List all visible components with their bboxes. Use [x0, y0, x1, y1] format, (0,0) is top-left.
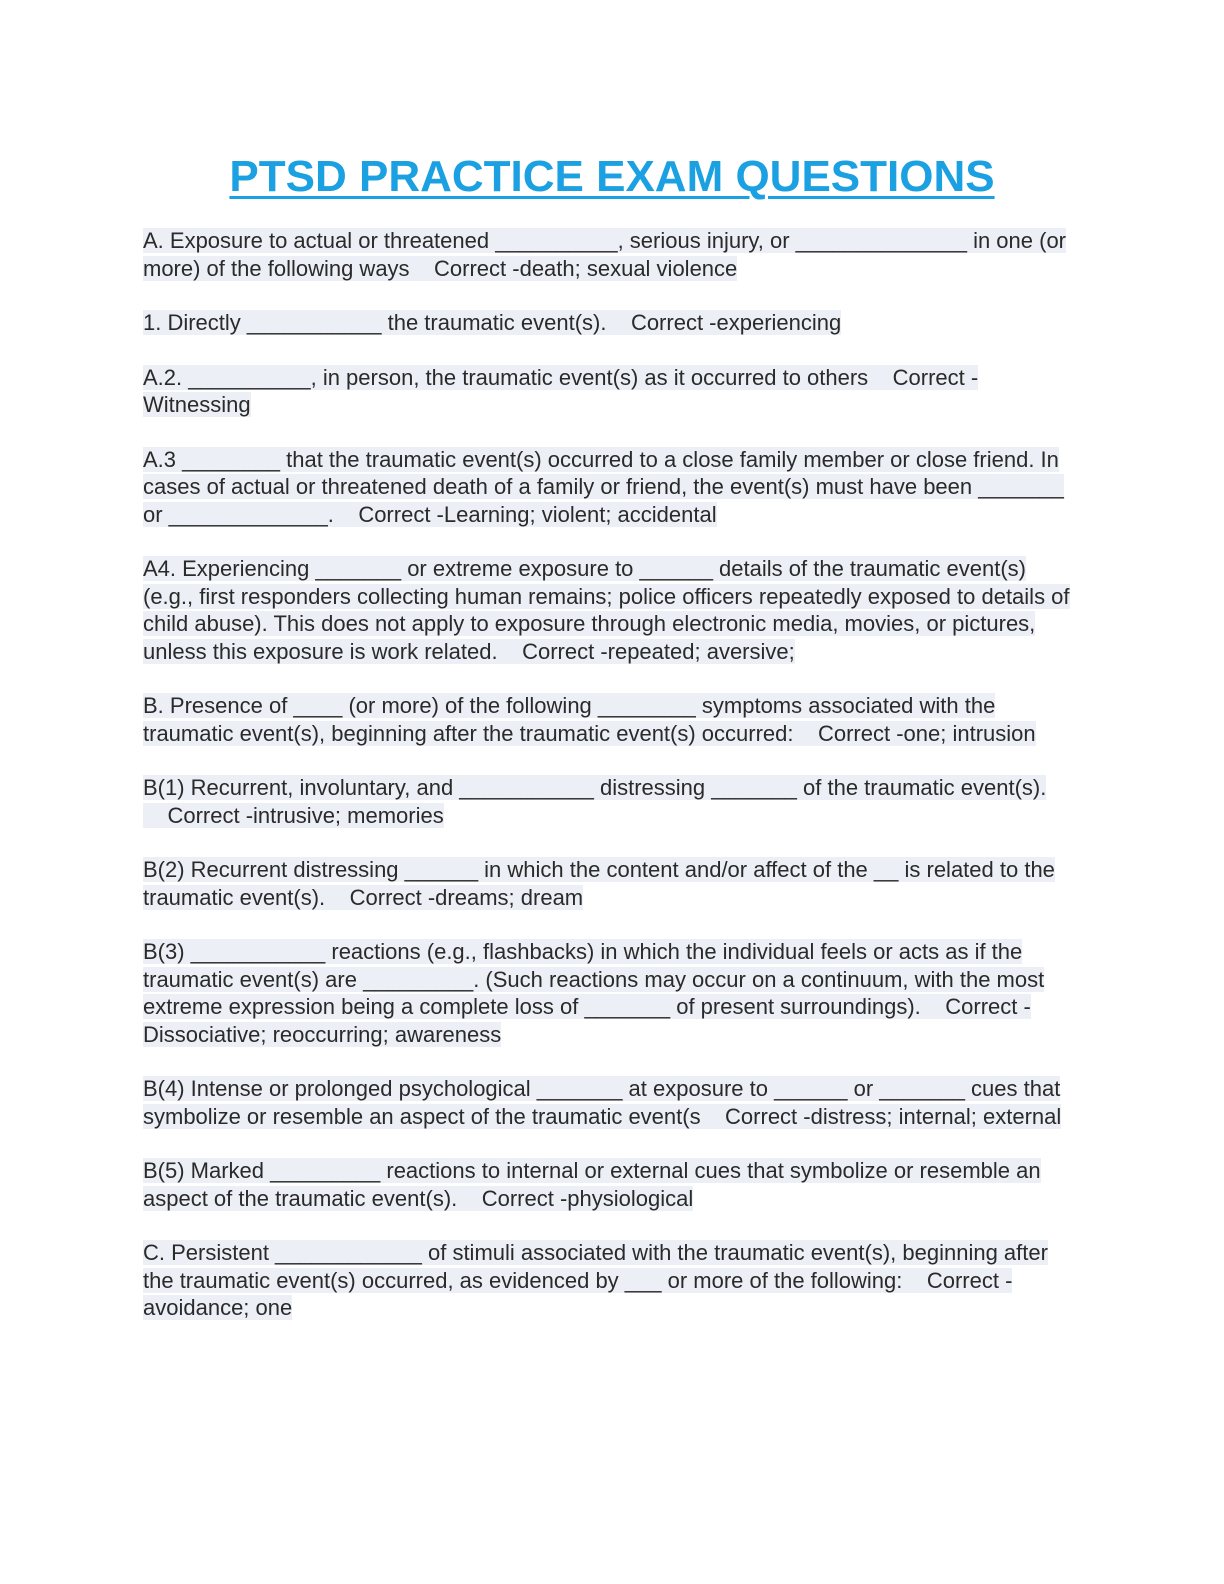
answer-text: Correct -one; intrusion — [817, 720, 1036, 746]
question-text: C. Persistent ____________ of stimuli associated with the traumatic event(s), beginning after the traumatic event(s) occurred, as evidenced by ___ or more of the following: — [143, 1240, 1048, 1293]
question-text: B(5) Marked _________ reactions to internal or external cues that symbolize or resemble an aspect of the traumatic event(s). — [143, 1158, 1041, 1211]
question-item — [143, 1239, 1073, 1322]
question-text: B(4) Intense or prolonged psychological _______ at exposure to ______ or _______ cues that symbolize or resemble an aspect of the traumatic event(s — [143, 1076, 1061, 1129]
page-title: PTSD PRACTICE EXAM QUESTIONS — [229, 152, 995, 201]
question-text: B(2) Recurrent distressing ______ in which the content and/or affect of the __ is related to the traumatic event(s). — [143, 857, 1055, 910]
answer-text: Correct -experiencing — [630, 310, 842, 335]
question-text: B(1) Recurrent, involuntary, and ___________ distressing _______ of the traumatic event(s). — [143, 775, 1047, 800]
question-text: A4. Experiencing _______ or extreme exposure to ______ details of the traumatic event(s) (e.g., first responders collecting human remains; police officers repeatedly exposed to details of child abuse). This does not apply to exposure through electronic media, movies, or pictures, unless this exposure is work related. — [143, 556, 1070, 664]
question-item — [143, 774, 1073, 829]
question-text: B. Presence of ____ (or more) of the following ________ symptoms associated with the traumatic event(s), beginning after the traumatic event(s) occurred: — [143, 693, 996, 746]
question-item — [143, 856, 1073, 911]
answer-text: Correct -physiological — [481, 1185, 694, 1211]
question-item — [143, 555, 1073, 665]
answer-text: Correct -Learning; violent; accidental — [358, 501, 717, 527]
question-text: A. Exposure to actual or threatened __________, serious injury, or ______________ in one (or more) of the following ways — [143, 228, 1067, 281]
question-item — [143, 1157, 1073, 1212]
question-text: B(3) ___________ reactions (e.g., flashbacks) in which the individual feels or acts as if the traumatic event(s) are _________. (Such reactions may occur on a continuum, with the most extreme expression being a complete loss of _______ of present surroundings). — [143, 939, 1045, 1019]
question-item — [143, 1075, 1073, 1130]
answer-text: Correct -distress; internal; external — [725, 1103, 1062, 1129]
answer-text: Correct -repeated; aversive; — [522, 638, 795, 664]
answer-text: Correct -intrusive; memories — [167, 802, 444, 828]
answer-text: Correct -dreams; dream — [349, 884, 584, 910]
answer-text: Correct -Dissociative; reoccurring; awareness — [143, 994, 1031, 1047]
question-item — [143, 309, 1073, 337]
question-list — [143, 227, 1073, 1349]
question-item — [143, 938, 1073, 1048]
question-item — [143, 692, 1073, 747]
question-item — [143, 446, 1073, 529]
question-text: A.2. __________, in person, the traumatic event(s) as it occurred to others — [143, 364, 869, 390]
answer-text: Correct -avoidance; one — [143, 1267, 1013, 1320]
question-text: 1. Directly ___________ the traumatic event(s). — [143, 310, 607, 335]
answer-text: Correct -Witnessing — [143, 364, 979, 417]
question-item — [143, 227, 1073, 282]
question-item — [143, 364, 1073, 419]
question-text: A.3 ________ that the traumatic event(s) occurred to a close family member or close friend. In cases of actual or threatened death of a family or friend, the event(s) must have been _______ or _____________. — [143, 446, 1064, 527]
answer-text: Correct -death; sexual violence — [434, 255, 738, 281]
